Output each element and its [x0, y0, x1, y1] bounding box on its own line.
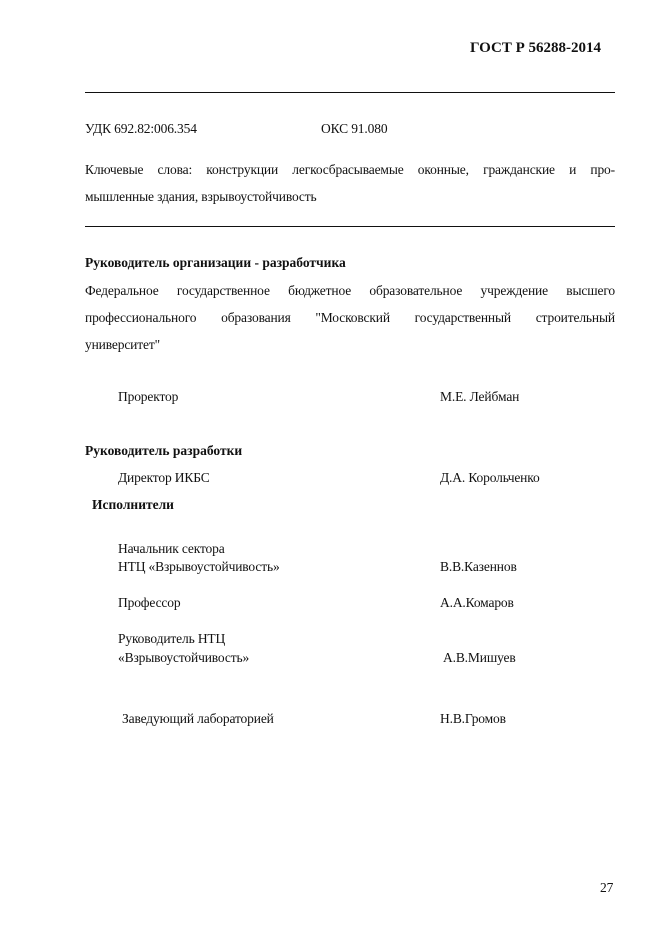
development-head-heading: Руководитель разработки — [85, 443, 243, 458]
developer-role: Проректор — [118, 389, 179, 404]
top-rule — [85, 92, 615, 93]
executor-3-name: А.В.Мишуев — [443, 650, 516, 665]
executor-1-role-line-2: НТЦ «Взрывоустойчивость» — [118, 559, 280, 574]
development-head-role: Директор ИКБС — [118, 470, 210, 485]
executor-2-name: А.А.Комаров — [440, 595, 514, 610]
executor-3-role-line-1: Руководитель НТЦ — [118, 631, 226, 646]
org-line-1: Федеральное государственное бюджетное образовательное учреждение высшего — [85, 283, 615, 298]
development-head-name: Д.А. Корольченко — [440, 470, 540, 485]
bottom-rule — [85, 226, 615, 227]
page-number: 27 — [600, 880, 614, 895]
standard-number: ГОСТ Р 56288-2014 — [470, 40, 602, 56]
executors-heading: Исполнители — [92, 497, 174, 512]
org-line-2: профессионального образования "Московский государственный строительный — [85, 310, 615, 325]
keywords-line-2: мышленные здания, взрывоустойчивость — [85, 189, 317, 204]
executor-4-role: Заведующий лабораторией — [122, 711, 274, 726]
executor-3-role-line-2: «Взрывоустойчивость» — [118, 650, 250, 665]
executor-1-name: В.В.Казеннов — [440, 559, 517, 574]
executor-4-name: Н.В.Громов — [440, 711, 506, 726]
developer-name: М.Е. Лейбман — [440, 389, 520, 404]
executor-1-role-line-1: Начальник сектора — [118, 541, 225, 556]
oks-code: ОКС 91.080 — [321, 121, 388, 136]
executor-2-role: Профессор — [118, 595, 181, 610]
developer-heading: Руководитель организации - разработчика — [85, 255, 346, 270]
udk-code: УДК 692.82:006.354 — [85, 121, 197, 136]
keywords-line-1: Ключевые слова: конструкции легкосбрасываемые оконные, гражданские и про- — [85, 162, 615, 177]
org-line-3: университет" — [85, 337, 160, 352]
